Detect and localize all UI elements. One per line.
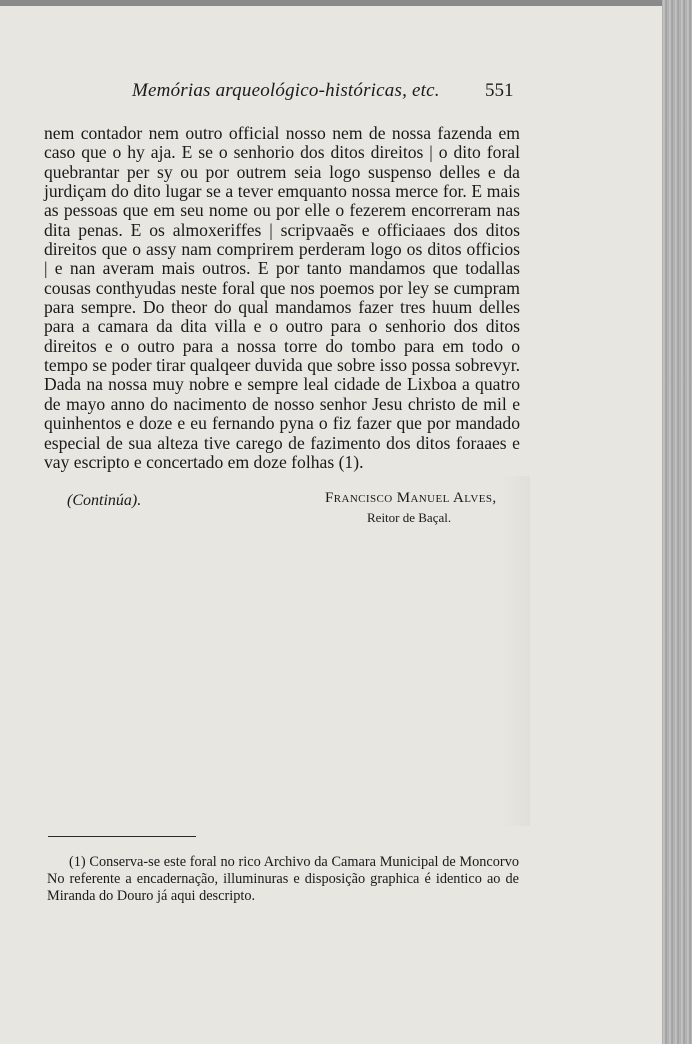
page-number: 551 [485, 80, 514, 101]
body-text [44, 124, 520, 472]
author-role: Reitor de Baçal. [367, 510, 452, 525]
footnote: (1) Conserva-se este foral no rico Archivo da Camara Municipal de Moncorvo No referente a encadernação, illuminuras e disposição graphica é identico ao de Miranda do Douro já aqui descripto. [47, 854, 519, 904]
footnote-divider [48, 836, 196, 837]
page-header [0, 80, 662, 106]
author-name: Francisco Manuel Alves, [325, 490, 497, 506]
running-title: Memórias arqueológico-históricas, etc. [132, 80, 440, 101]
show-through-shadow [500, 476, 530, 826]
right-page-edge [662, 0, 692, 1044]
body-paragraph: nem contador nem outro official nosso nem de nossa fazenda em caso que o hy aja. E se o senhorio dos ditos direitos | o dito foral quebrantar per sy ou por outrem seia logo suspenso delles e da jurdiçam do dito lugar se a tever emquanto nossa merce for. E mais as pessoas que em seu nome ou por elle o fezerem encorreram nas dita penas. E os almoxeriffes | scripvaaẽs e officiaaes dos ditos direitos que o assy nam comprirem perderam logo os ditos officios | e nan averam mais outros. E por tanto mandamos que todallas cousas conthyudas neste foral que nos poemos por ley se cumpram para sempre. Do theor do qual mandamos fazer tres huum delles para a camara da dita villa e o outro para o senhorio dos ditos direitos e o outro para a nossa torre do tombo para em todo o tempo se poder tirar qualqeer duvida que sobre isso possa sobrevyr. Dada na nossa muy nobre e sempre leal cidade de Lixboa a quatro de mayo anno do nacimento de nosso senhor Jesu christo de mil e quinhentos e doze e eu fernando pyna o fiz fazer que por mandado especial de sua alteza tive carego de fazimento dos ditos foraaes e vay escripto e concertado em doze folhas (1). [44, 123, 520, 472]
continua-note: (Continúa). [67, 492, 142, 509]
book-page [0, 6, 662, 1044]
